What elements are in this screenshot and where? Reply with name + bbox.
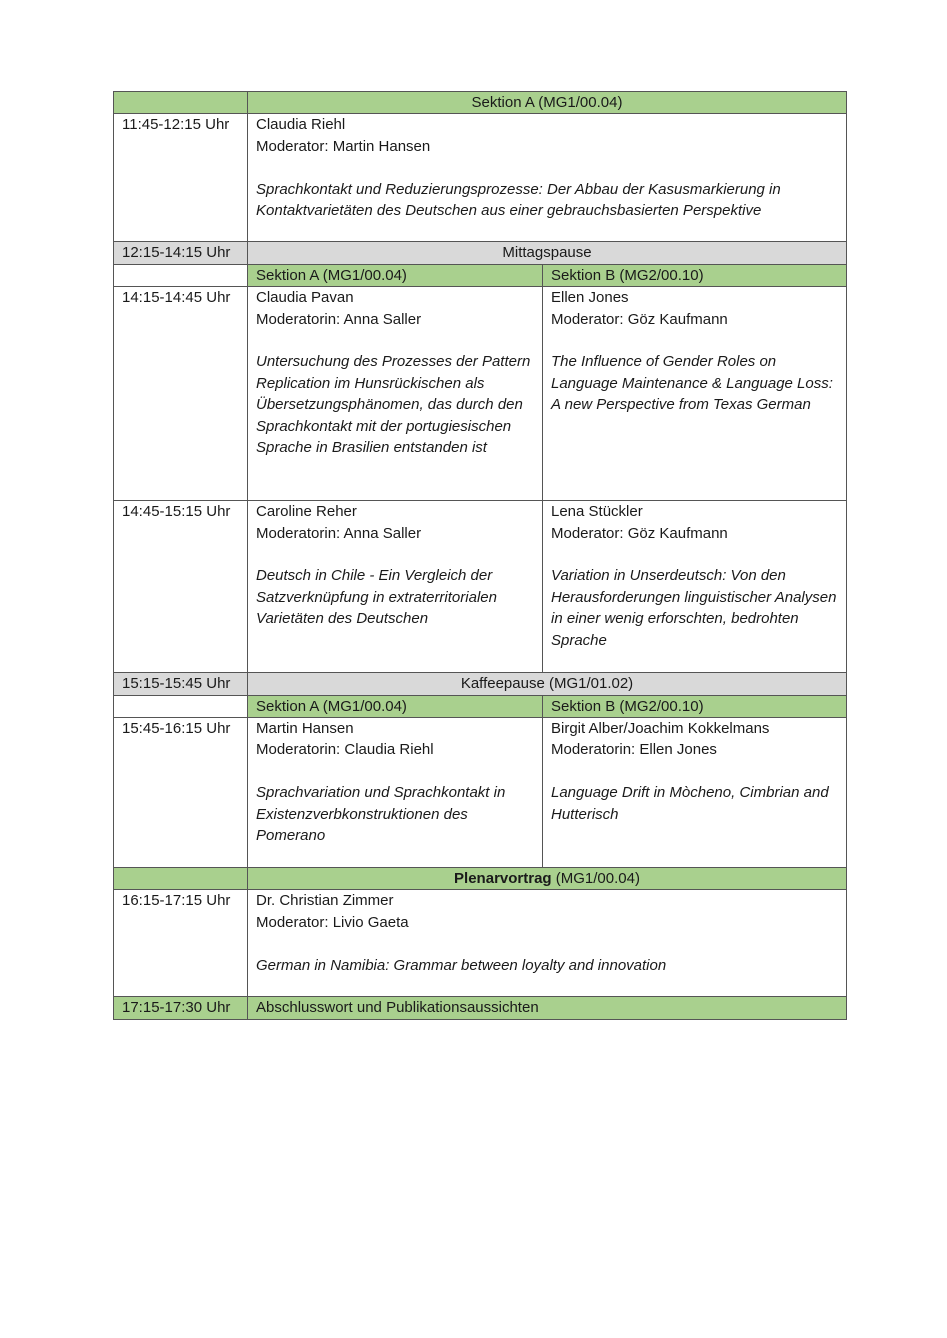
speaker-name: Martin Hansen	[256, 720, 354, 738]
time-cell: 14:45-15:15 Uhr	[114, 501, 248, 673]
break-row	[114, 673, 847, 695]
section-header-empty-cell	[114, 92, 248, 114]
talk-title: Sprachkontakt und Reduzierungsprozesse: Der Abbau der Kasusmarkierung in Kontaktvarietäten des Deutschen aus einer gebrauchsbasierten Perspektive	[256, 180, 781, 220]
section-header-empty-cell	[114, 868, 248, 890]
section-a-header: Sektion A (MG1/00.04)	[248, 264, 543, 286]
section-b-header: Sektion B (MG2/00.10)	[543, 264, 847, 286]
section-header-row	[114, 92, 847, 114]
section-header-row	[114, 264, 847, 286]
talk-cell-section-b	[543, 718, 847, 868]
plenary-room: (MG1/00.04)	[551, 870, 640, 888]
schedule-row	[114, 114, 847, 242]
speaker-name: Ellen Jones	[551, 289, 629, 307]
lunch-break-label: Mittagspause	[248, 242, 847, 264]
talk-cell-section-b	[543, 287, 847, 501]
talk-cell	[248, 114, 847, 242]
section-a-header: Sektion A (MG1/00.04)	[248, 92, 847, 114]
speaker-name: Claudia Pavan	[256, 289, 354, 307]
section-header-empty-cell	[114, 264, 248, 286]
coffee-break-label: Kaffeepause (MG1/01.02)	[248, 673, 847, 695]
talk-title: The Influence of Gender Roles on Language Maintenance & Language Loss: A new Perspective from Texas German	[551, 353, 833, 414]
time-cell: 14:15-14:45 Uhr	[114, 287, 248, 501]
talk-title: Sprachvariation und Sprachkontakt in Existenzverbkonstruktionen des Pomerano	[256, 784, 506, 845]
speaker-name: Claudia Riehl	[256, 116, 346, 134]
talk-cell-section-a	[248, 287, 543, 501]
moderator-name: Moderatorin: Anna Saller	[256, 310, 422, 328]
moderator-name: Moderator: Livio Gaeta	[256, 913, 409, 931]
closing-row	[114, 997, 847, 1019]
time-cell: 17:15-17:30 Uhr	[114, 997, 248, 1019]
plenary-label: Plenarvortrag	[454, 870, 552, 888]
section-a-header: Sektion A (MG1/00.04)	[248, 695, 543, 717]
time-cell: 16:15-17:15 Uhr	[114, 890, 248, 997]
talk-title: Variation in Unserdeutsch: Von den Herausforderungen linguistischer Analysen in einer wenig erforschten, bedrohten Sprache	[551, 567, 837, 649]
talk-title: German in Namibia: Grammar between loyalty and innovation	[256, 956, 667, 974]
section-b-header: Sektion B (MG2/00.10)	[543, 695, 847, 717]
section-header-empty-cell	[114, 695, 248, 717]
schedule-row	[114, 718, 847, 868]
moderator-name: Moderator: Göz Kaufmann	[551, 310, 728, 328]
time-cell: 15:15-15:45 Uhr	[114, 673, 248, 695]
time-cell: 11:45-12:15 Uhr	[114, 114, 248, 242]
talk-cell-section-b	[543, 501, 847, 673]
schedule-row	[114, 501, 847, 673]
talk-cell-section-a	[248, 501, 543, 673]
talk-title: Untersuchung des Prozesses der Pattern Replication im Hunsrückischen als Übersetzungsphänomen, das durch den Sprachkontakt mit der portugiesischen Sprache in Brasilien entstanden ist	[256, 353, 531, 457]
speaker-name: Birgit Alber/Joachim Kokkelmans	[551, 720, 770, 738]
plenary-header	[248, 868, 847, 890]
break-row	[114, 242, 847, 264]
talk-cell-section-a	[248, 718, 543, 868]
time-cell: 15:45-16:15 Uhr	[114, 718, 248, 868]
section-header-row	[114, 695, 847, 717]
moderator-name: Moderatorin: Ellen Jones	[551, 741, 717, 759]
plenary-header-row	[114, 868, 847, 890]
moderator-name: Moderatorin: Claudia Riehl	[256, 741, 434, 759]
time-cell: 12:15-14:15 Uhr	[114, 242, 248, 264]
moderator-name: Moderator: Martin Hansen	[256, 137, 431, 155]
moderator-name: Moderatorin: Anna Saller	[256, 524, 422, 542]
moderator-name: Moderator: Göz Kaufmann	[551, 524, 728, 542]
speaker-name: Lena Stückler	[551, 503, 643, 521]
schedule-row	[114, 287, 847, 501]
talk-cell	[248, 890, 847, 997]
conference-schedule-table	[113, 91, 847, 1020]
schedule-row	[114, 890, 847, 997]
talk-title: Deutsch in Chile - Ein Vergleich der Satzverknüpfung in extraterritorialen Varietäten des Deutschen	[256, 567, 497, 628]
talk-title: Language Drift in Mòcheno, Cimbrian and Hutterisch	[551, 784, 829, 823]
speaker-name: Caroline Reher	[256, 503, 357, 521]
speaker-name: Dr. Christian Zimmer	[256, 892, 394, 910]
closing-label: Abschlusswort und Publikationsaussichten	[248, 997, 847, 1019]
